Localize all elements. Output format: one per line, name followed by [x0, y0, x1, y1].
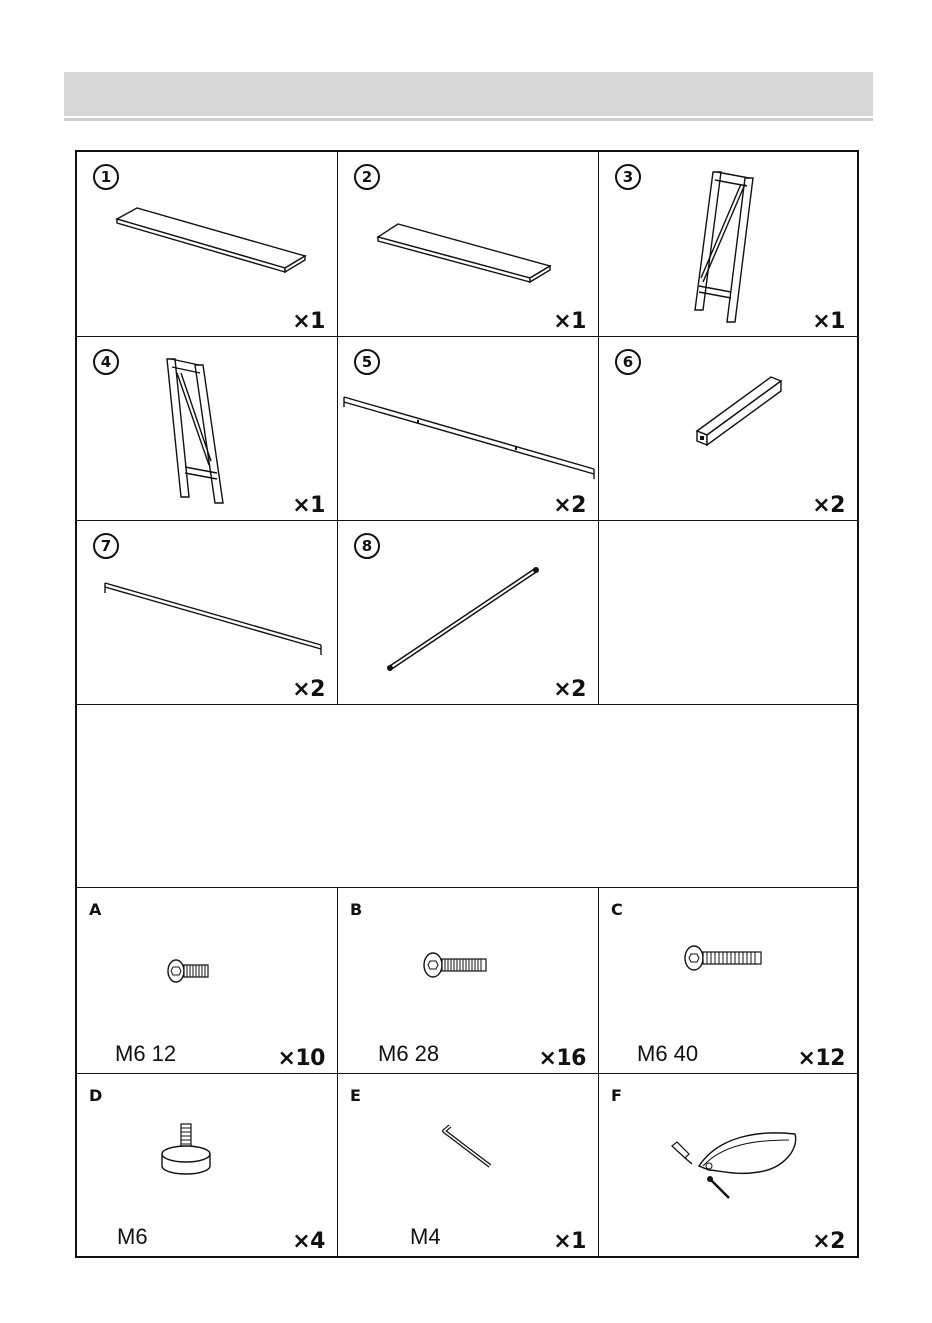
part-cell-5	[338, 337, 599, 521]
part-qty-5: ×2	[553, 493, 586, 518]
hardware-letter-e: E	[350, 1086, 361, 1105]
part-qty-8: ×2	[553, 677, 586, 702]
hardware-cell-c	[599, 888, 857, 1074]
parts-grid	[75, 150, 859, 1258]
hardware-cell-f	[599, 1074, 857, 1256]
blank-section	[77, 705, 857, 888]
part-qty-7: ×2	[292, 677, 325, 702]
hardware-cell-a	[77, 888, 338, 1074]
part-qty-1: ×1	[292, 309, 325, 334]
hardware-letter-d: D	[89, 1086, 103, 1105]
part-cell-1	[77, 152, 338, 337]
part-number-6: 6	[615, 349, 641, 375]
part-cell-8	[338, 521, 599, 705]
part-cell-7	[77, 521, 338, 705]
part-number-4: 4	[93, 349, 119, 375]
part-qty-6: ×2	[812, 493, 845, 518]
hardware-qty-d: ×4	[292, 1229, 325, 1254]
part-qty-2: ×1	[553, 309, 586, 334]
part-cell-4	[77, 337, 338, 521]
hardware-cell-d	[77, 1074, 338, 1256]
part-number-3: 3	[615, 164, 641, 190]
empty-cell	[599, 521, 857, 705]
hardware-qty-f: ×2	[812, 1229, 845, 1254]
hardware-letter-a: A	[89, 900, 102, 919]
hardware-qty-c: ×12	[797, 1046, 845, 1071]
part-qty-3: ×1	[812, 309, 845, 334]
header-band	[64, 72, 873, 116]
part-number-8: 8	[354, 533, 380, 559]
hardware-spec-a: M6 12	[115, 1041, 177, 1066]
part-qty-4: ×1	[292, 493, 325, 518]
part-number-2: 2	[354, 164, 380, 190]
hardware-spec-c: M6 40	[637, 1041, 699, 1066]
hardware-letter-f: F	[611, 1086, 622, 1105]
part-cell-3	[599, 152, 857, 337]
part-number-7: 7	[93, 533, 119, 559]
hardware-qty-a: ×10	[277, 1046, 325, 1071]
hardware-spec-d: M6	[117, 1224, 148, 1249]
part-number-1: 1	[93, 164, 119, 190]
hardware-letter-c: C	[611, 900, 623, 919]
hardware-qty-b: ×16	[538, 1046, 586, 1071]
part-number-5: 5	[354, 349, 380, 375]
hardware-spec-b: M6 28	[378, 1041, 440, 1066]
hardware-qty-e: ×1	[553, 1229, 586, 1254]
part-cell-2	[338, 152, 599, 337]
hardware-cell-e	[338, 1074, 599, 1256]
part-cell-6	[599, 337, 857, 521]
hardware-cell-b	[338, 888, 599, 1074]
hardware-spec-e: M4	[410, 1224, 441, 1249]
hardware-letter-b: B	[350, 900, 363, 919]
header-rule	[64, 118, 873, 121]
